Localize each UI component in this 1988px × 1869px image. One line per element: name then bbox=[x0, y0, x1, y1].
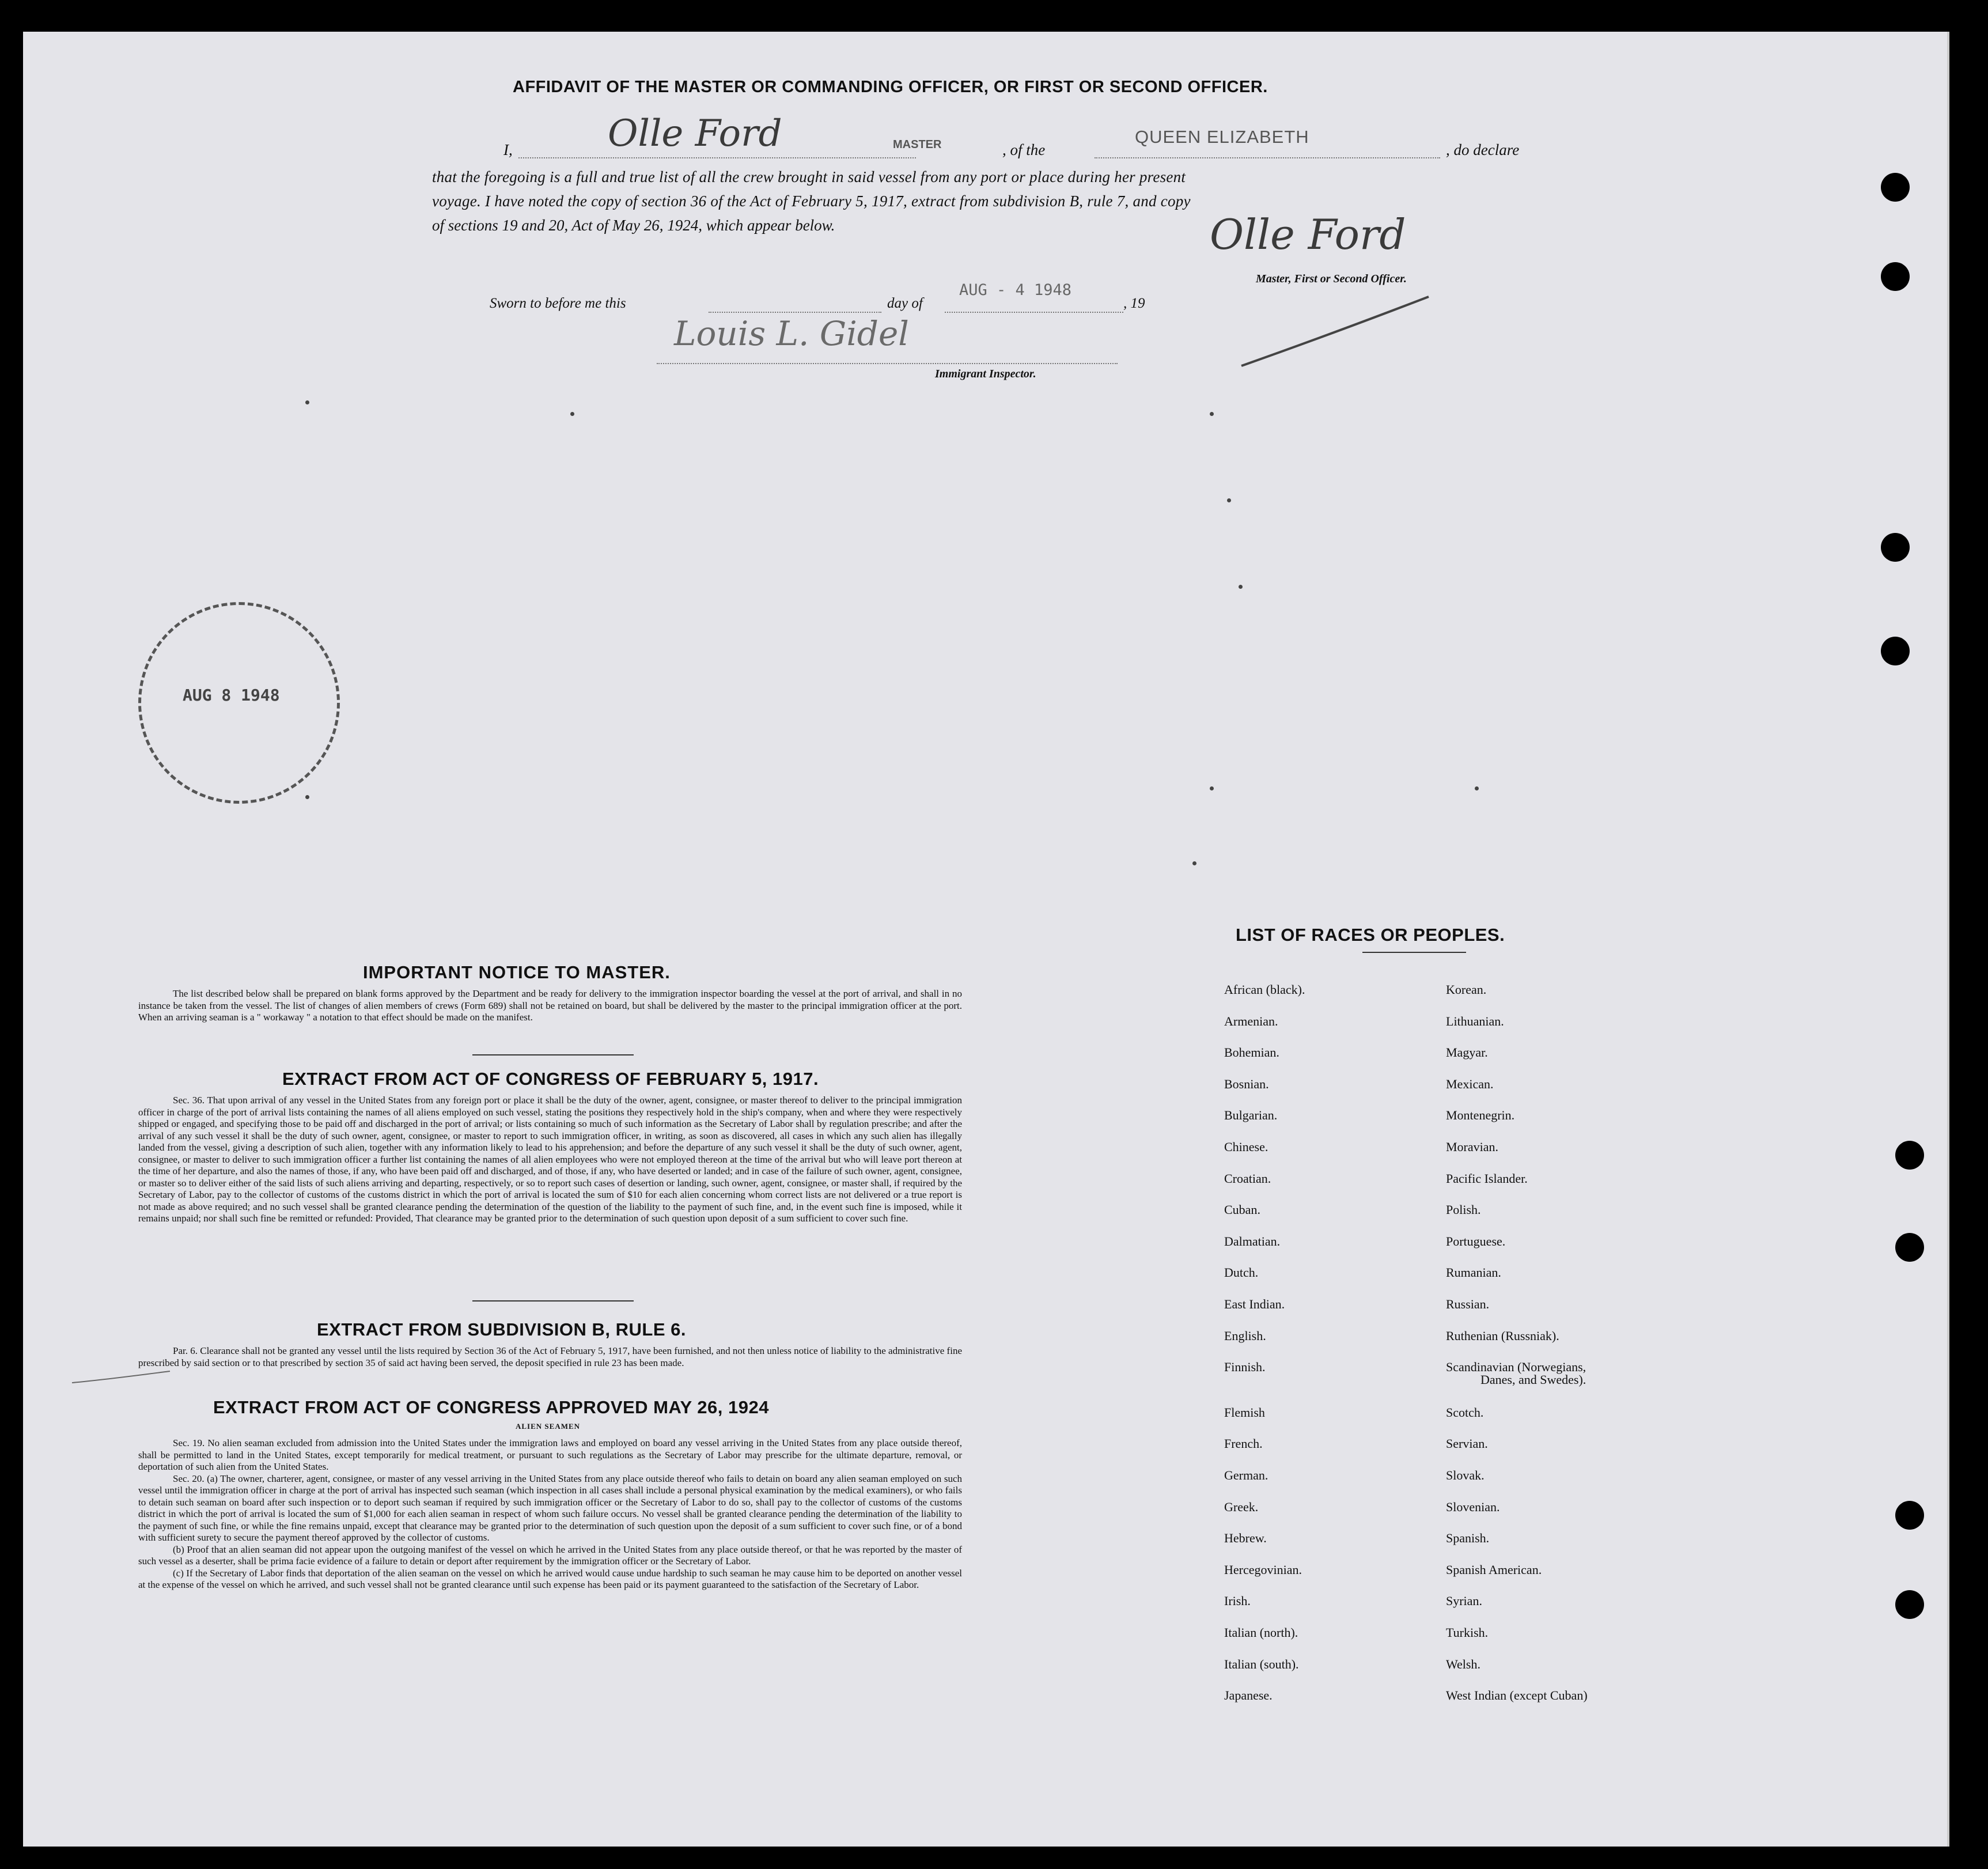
punch-hole bbox=[1895, 1141, 1924, 1170]
race-item: Hebrew. bbox=[1224, 1531, 1267, 1546]
race-item: Welsh. bbox=[1446, 1656, 1480, 1671]
race-item: Hercegovinian. bbox=[1224, 1562, 1302, 1577]
race-item: French. bbox=[1224, 1436, 1263, 1451]
race-item: Italian (north). bbox=[1224, 1625, 1298, 1640]
race-item: Irish. bbox=[1224, 1594, 1251, 1609]
vessel-name: QUEEN ELIZABETH bbox=[1135, 127, 1309, 147]
race-item: Spanish. bbox=[1446, 1531, 1490, 1546]
affidavit-line-3: voyage. I have noted the copy of section 36 of the Act of February 5, 1917, extract from subdivision B, rule 7, and copy bbox=[432, 192, 1191, 210]
inspector-caption: Immigrant Inspector. bbox=[935, 368, 1036, 380]
sworn-label: Sworn to before me this bbox=[490, 296, 626, 311]
do-declare-label: , do declare bbox=[1446, 141, 1520, 158]
divider bbox=[1362, 952, 1466, 953]
race-item: Bosnian. bbox=[1224, 1076, 1269, 1091]
extract-1924-title: EXTRACT FROM ACT OF CONGRESS APPROVED MAY 26, 1924 bbox=[213, 1397, 769, 1417]
race-item: German. bbox=[1224, 1468, 1268, 1482]
day-blank bbox=[709, 312, 881, 313]
race-item: African (black). bbox=[1224, 982, 1305, 997]
mark-dot bbox=[1210, 786, 1214, 790]
race-item: Greek. bbox=[1224, 1499, 1259, 1514]
sec-20b-text: (b) Proof that an alien seaman did not appear upon the outgoing manifest of the vessel on which he arrived in the United States from any place outside thereof, or that he was reported by the master of such vessel as a deserter, shall be prima facie evidence of a failure to detain or deport after requirement by the immigration officer or the Secretary of Labor. bbox=[138, 1543, 962, 1567]
race-item: Finnish. bbox=[1224, 1360, 1266, 1375]
punch-hole bbox=[1895, 1233, 1924, 1262]
race-item: Mexican. bbox=[1446, 1076, 1494, 1091]
signature-caption: Master, First or Second Officer. bbox=[1256, 273, 1407, 285]
affidavit-line-2: that the foregoing is a full and true list of all the crew brought in said vessel from any port or place during her present bbox=[432, 168, 1186, 186]
extract-rule6-title: EXTRACT FROM SUBDIVISION B, RULE 6. bbox=[317, 1319, 686, 1340]
vessel-blank bbox=[1095, 157, 1440, 158]
race-item: Montenegrin. bbox=[1446, 1108, 1515, 1123]
race-item: Scandinavian (Norwegians, bbox=[1446, 1360, 1586, 1375]
notice-title: IMPORTANT NOTICE TO MASTER. bbox=[363, 962, 671, 982]
divider bbox=[472, 1054, 634, 1055]
month-blank bbox=[945, 312, 1123, 313]
race-item: Spanish American. bbox=[1446, 1562, 1542, 1577]
race-item: Italian (south). bbox=[1224, 1656, 1299, 1671]
postmark-stamp bbox=[138, 602, 340, 804]
extract-1917-title: EXTRACT FROM ACT OF CONGRESS OF FEBRUARY 5, 1917. bbox=[282, 1069, 819, 1089]
mark-dot bbox=[305, 795, 309, 799]
punch-hole bbox=[1881, 637, 1910, 665]
sec-20c-text: (c) If the Secretary of Labor finds that deportation of the alien seaman on the vessel on which he arrived would cause undue hardship to such seaman he may cause him to be deported on another vessel at the expense of the vessel on which he arrived, and such vessel shall not be granted clearance until such expense has been paid or its payment guaranteed to the satisfaction of the Secretary of Labor. bbox=[138, 1567, 962, 1590]
mark-dot bbox=[1192, 861, 1196, 865]
race-item: Polish. bbox=[1446, 1202, 1481, 1217]
document-page bbox=[23, 32, 1949, 1847]
race-item: West Indian (except Cuban) bbox=[1446, 1688, 1588, 1703]
sec-19-text: Sec. 19. No alien seaman excluded from admission into the United States under the immigration laws and employed on board any vessel arriving in the United States from any place outside thereof, shall be permitted to land in the United States, except temporarily for medical treatment, or pursuant to such regulations as the Secretary of Labor may prescribe for the ultimate departure, removal, or deportation of such alien from the United States. bbox=[138, 1437, 962, 1472]
race-item: Dutch. bbox=[1224, 1265, 1259, 1280]
punch-hole bbox=[1895, 1590, 1924, 1619]
inspector-signature: Louis L. Gidel bbox=[674, 314, 909, 353]
divider bbox=[472, 1300, 634, 1302]
affidavit-line-4: of sections 19 and 20, Act of May 26, 1924, which appear below. bbox=[432, 217, 835, 234]
race-item: Scotch. bbox=[1446, 1405, 1484, 1420]
mark-dot bbox=[570, 412, 574, 416]
race-item: Syrian. bbox=[1446, 1594, 1482, 1609]
race-item-continuation: Danes, and Swedes). bbox=[1480, 1372, 1586, 1387]
master-handwritten-name: Olle Ford bbox=[608, 112, 782, 155]
race-item: Ruthenian (Russniak). bbox=[1446, 1328, 1559, 1343]
mark-dot bbox=[1210, 412, 1214, 416]
race-item: East Indian. bbox=[1224, 1297, 1285, 1311]
race-item: Servian. bbox=[1446, 1436, 1488, 1451]
extract-rule6-text: Par. 6. Clearance shall not be granted any vessel until the lists required by Section 36 of the Act of February 5, 1917, have been furnished, and not then unless notice of liability to the administrative fine prescribed by said section or to that prescribed by section 35 of said act having been served, the deposit specified in rule 23 has been made. bbox=[138, 1345, 962, 1368]
race-item: Russian. bbox=[1446, 1297, 1490, 1311]
race-item: Pacific Islander. bbox=[1446, 1171, 1528, 1186]
punch-hole bbox=[1895, 1501, 1924, 1530]
race-item: Portuguese. bbox=[1446, 1234, 1506, 1248]
race-item: Slovak. bbox=[1446, 1468, 1485, 1482]
date-stamp: AUG - 4 1948 bbox=[959, 281, 1072, 299]
name-blank bbox=[518, 157, 916, 158]
punch-hole bbox=[1881, 262, 1910, 291]
race-item: Slovenian. bbox=[1446, 1499, 1500, 1514]
race-item: Bohemian. bbox=[1224, 1045, 1279, 1060]
race-item: Chinese. bbox=[1224, 1140, 1268, 1154]
race-item: Korean. bbox=[1446, 982, 1487, 997]
race-item: Croatian. bbox=[1224, 1171, 1271, 1186]
race-item: Rumanian. bbox=[1446, 1265, 1501, 1280]
race-item: Lithuanian. bbox=[1446, 1013, 1504, 1028]
races-title: LIST OF RACES OR PEOPLES. bbox=[1236, 925, 1505, 945]
inspector-blank bbox=[657, 363, 1118, 364]
race-item: Cuban. bbox=[1224, 1202, 1260, 1217]
year-prefix: , 19 bbox=[1123, 296, 1145, 311]
punch-hole bbox=[1881, 533, 1910, 562]
extract-1917-text: Sec. 36. That upon arrival of any vessel in the United States from any foreign port or place it shall be the duty of the owner, agent, consignee, or master thereof to deliver to the principal immigration officer in charge of the port of arrival lists containing the names of all aliens employed on such vessel, stating the positions they respectively hold in the ship's company, when and where they were respectively shipped or engaged, and specifying those to be paid off and discharged in the port of arrival; or lists containing so much of such information as the Secretary of Labor shall by regulation prescribe; and after the arrival of any such vessel it shall be the duty of such owner, agent, consignee, or master to report to such immigration officer, in writing, as soon as discovered, all cases in which any such alien has illegally landed from the vessel, giving a description of such alien, together with any information likely to lead to his apprehension; and before the departure of any such vessel it shall be the duty of such owner, agent, consignee, or master to deliver to such immigration officer a further list containing the names of all alien employees who were not employed thereon at the time of the arrival but who will leave port thereon at the time of her departure, and also the names of those, if any, who have been paid off and discharged, and of those, if any, who have deserted or landed; and in case of the failure of such owner, agent, consignee, or master so to deliver either of the said lists of such aliens arriving and departing, respectively, or so to report such cases of desertion or landing, such owner, agent, consignee, or master shall, if required by the Secretary of Labor, pay to the collector of customs of the customs district in which the port of arrival is located the sum of $10 for each alien concerning whom correct lists are not delivered or a true report is not made as above required; and no such vessel shall be granted clearance pending the determination of the question of the liability to the payment of such fine, and, in the event such fine is imposed, while it remains unpaid; nor shall such fine be remitted or refunded: Provided, That clearance may be granted prior to the determination of such question upon deposit of a sum sufficient to cover such fine. bbox=[138, 1095, 962, 1224]
master-signature: Olle Ford bbox=[1210, 210, 1406, 259]
day-of-label: day of bbox=[887, 296, 923, 311]
postmark-date: AUG 8 1948 bbox=[183, 686, 280, 705]
notice-text: The list described below shall be prepared on blank forms approved by the Department and be ready for delivery to the immigration inspector boarding the vessel at the port of arrival, and shall in no instance be taken from the vessel. The list of changes of alien members of crews (Form 689) shall not be retained on board, but shall be delivered by the master to the principal immigration officer at the port. When an arriving seaman is a " workaway " a notation to that effect should be made on the manifest. bbox=[138, 988, 962, 1023]
race-item: Turkish. bbox=[1446, 1625, 1489, 1640]
race-item: Armenian. bbox=[1224, 1013, 1278, 1028]
extract-1924-subtitle: ALIEN SEAMEN bbox=[516, 1422, 581, 1431]
race-item: Dalmatian. bbox=[1224, 1234, 1281, 1248]
mark-dot bbox=[1227, 498, 1231, 502]
affidavit-i: I, bbox=[503, 141, 513, 158]
affidavit-title: AFFIDAVIT OF THE MASTER OR COMMANDING OFFICER, OR FIRST OR SECOND OFFICER. bbox=[513, 78, 1268, 96]
punch-hole bbox=[1881, 173, 1910, 202]
race-item: Flemish bbox=[1224, 1405, 1265, 1420]
race-item: English. bbox=[1224, 1328, 1266, 1343]
extract-1924-body bbox=[138, 1437, 962, 1591]
sec-20a-text: Sec. 20. (a) The owner, charterer, agent, consignee, or master of any vessel arriving in the United States from any place outside thereof who fails to detain on board any alien seaman employed on such vessel until the immigration officer in charge at the port of arrival has inspected such seaman (which inspection in all cases shall include a personal physical examination by the medical examiners), or who fails to detain such seaman on board after such inspection or to deport such seaman if required by such immigration officer or the Secretary of Labor to do so, shall pay to the collector of customs of the customs district in which the port of arrival is located the sum of $1,000 for each alien seaman in respect of whom such failure occurs. No vessel shall be granted clearance pending the determination of the liability to the payment of such fine, or while the fine remains unpaid, except that clearance may be granted prior to the determination of such question upon the deposit of a sum sufficient to cover such fine, or of a bond with sufficient surety to secure the payment thereof approved by the collector of customs. bbox=[138, 1473, 962, 1543]
race-item: Japanese. bbox=[1224, 1688, 1273, 1703]
race-item: Magyar. bbox=[1446, 1045, 1488, 1060]
mark-dot bbox=[1239, 585, 1243, 589]
race-item: Moravian. bbox=[1446, 1140, 1499, 1154]
mark-dot bbox=[1475, 786, 1479, 790]
signature-flourish bbox=[1239, 291, 1446, 372]
of-the-label: , of the bbox=[1002, 141, 1046, 158]
rank-stamp: MASTER bbox=[893, 138, 942, 151]
race-item: Bulgarian. bbox=[1224, 1108, 1278, 1123]
margin-stroke bbox=[69, 1368, 173, 1386]
mark-dot bbox=[305, 400, 309, 404]
